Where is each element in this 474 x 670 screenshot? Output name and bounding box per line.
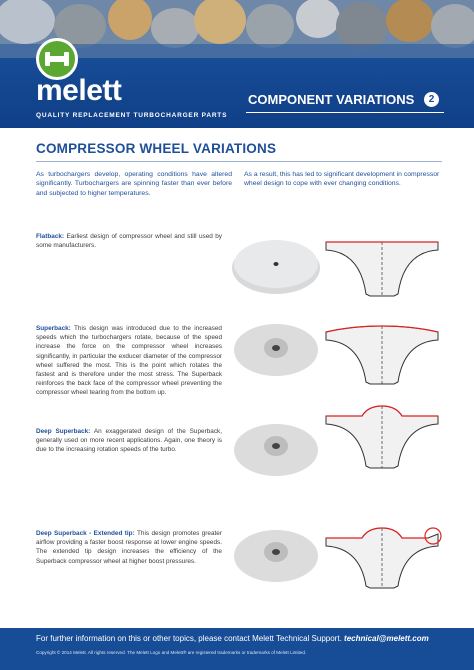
page-title: COMPRESSOR WHEEL VARIATIONS xyxy=(36,141,277,156)
section-flatback xyxy=(36,232,222,250)
flatback-profile-diagram xyxy=(322,236,442,306)
section-deep-superback-extended-tip xyxy=(36,529,222,566)
deep-superback-profile-diagram xyxy=(322,404,442,474)
section-title: COMPONENT VARIATIONS xyxy=(248,92,415,107)
brand-tagline: QUALITY REPLACEMENT TURBOCHARGER PARTS xyxy=(36,112,228,119)
section-heading: Flatback: xyxy=(36,233,65,240)
intro-right: As a result, this has led to significant development in compressor wheel design to cope with ever changing conditions. xyxy=(244,171,440,188)
section-heading: Deep Superback: xyxy=(36,428,91,435)
header-banner xyxy=(0,0,474,128)
superback-wheel-photo xyxy=(230,318,322,380)
extended-tip-profile-diagram xyxy=(322,522,442,592)
copyright-notice: Copyright © 2014 Melett. All rights reserved. The Melett Logo and Melett® are registered trademarks or trademarks of Melett Limited. xyxy=(36,650,307,655)
section-deep-superback xyxy=(36,427,222,455)
section-text: Earliest design of compressor wheel and still used by some manufacturers. xyxy=(36,233,222,250)
section-superback xyxy=(36,324,222,398)
intro-left: As turbochargers develop, operating conditions have altered significantly. Turbochargers are spinning faster than ever before and subjected to higher temperatures. xyxy=(36,171,232,197)
support-email-link[interactable]: technical@melett.com xyxy=(344,634,429,643)
section-number-badge: 2 xyxy=(424,92,439,107)
extended-tip-wheel-photo xyxy=(230,524,322,586)
section-heading: Superback: xyxy=(36,325,71,332)
superback-profile-diagram xyxy=(322,322,442,392)
section-divider xyxy=(246,112,444,113)
section-heading: Deep Superback - Extended tip: xyxy=(36,530,135,537)
title-divider xyxy=(36,161,442,162)
deep-superback-wheel-photo xyxy=(230,418,322,480)
footer-info-text: For further information on this or other topics, please contact Melett Technical Support. xyxy=(36,634,342,643)
section-text: This design promotes greater airflow providing a faster boost response at lower engine speeds. The extended tip design increases the efficiency of the Superback compressor wheel at higher boost pressures. xyxy=(36,530,222,565)
flatback-wheel-photo xyxy=(230,234,322,296)
section-text: An exaggerated design of the Superback, generally used on more recent applications. Again, one theory is due to the increasing rotation speeds of the turbo. xyxy=(36,428,222,454)
footer-contact xyxy=(36,634,429,643)
brand-name: melett xyxy=(36,74,122,107)
section-text: This design was introduced due to the increased speeds which the turbochargers rotate, because of the speed increase the force on the compressor wheel increases significantly, in particular the exducer diameter of the compressor wheel suffered the most. This is the point which rotates the fastest and is therefore under the most stress. The Superback reinforces the back face of the compressor wheel preventing the compressor wheel tearing from the bottom up. xyxy=(36,325,222,397)
